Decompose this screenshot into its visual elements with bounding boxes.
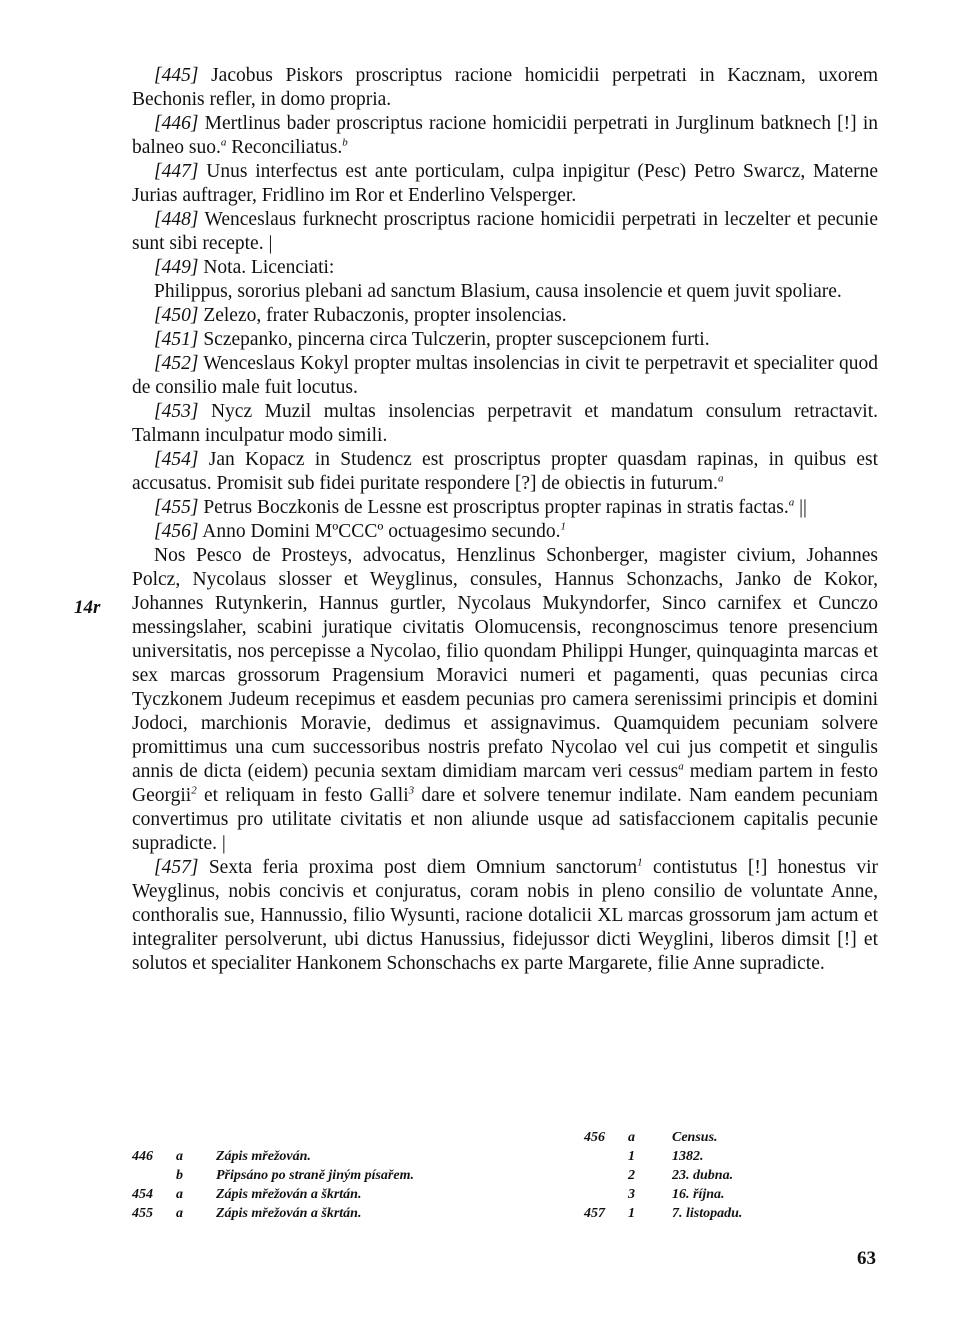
entry-447 [132, 160, 878, 208]
entry-number: [446] [154, 113, 199, 134]
footnote-letter: 1 [628, 1149, 635, 1164]
footnote-marker: a [717, 472, 724, 485]
entry-number: [447] [154, 161, 199, 182]
entry-text: Nycz Muzil multas insolencias perpetravit et mandatum consulum retractavit. Talmann inculpatur modo simili. [132, 401, 878, 446]
entry-text: et reliquam in festo Galli [196, 785, 409, 806]
footnote-entry: 454 [132, 1187, 153, 1202]
footnote-text: Zápis mřežován. [216, 1149, 311, 1164]
entry-number: [449] [154, 257, 199, 278]
entry-number: [448] [154, 209, 199, 230]
entry-text: Nos Pesco de Prosteys, advocatus, Henzlinus Schonberger, magister civium, Johannes Polcz, Nycolaus slosser et Weyglinus, consules, Hannus Schonzachs, Janko de Kokor, Johannes Rutynkerin, Hannus gurtler, Nycolaus Mukyndorfer, Sinco carnifex et Cunczo messingslaher, scabini juratique civitatis Olomucensis, recongnoscimus tenore presencium universitatis, nos percepisse a Nycolao, filio quondam Philippi Hunger, quinquaginta marcas et sex marcas grossorum Pragensium Moravici numeri et pagamenti, quas pecunias circa Tyczkonem Judeum recepimus et easdem pecunias pro camera serenissimi principis et domini Jodoci, marchionis Moravie, dedimus et assignavimus. Quamquidem pecuniam solvere promittimus una cum successoribus nostris prefato Nycolao vel cui jus competit et singulis annis de dicta (eidem) pecunia sextam dimidiam marcam veri cessus [132, 545, 878, 782]
main-text [132, 64, 878, 976]
footnote-entry: 455 [132, 1206, 153, 1221]
footnote-entry: 456 [584, 1130, 605, 1145]
entry-445 [132, 64, 878, 112]
footnotes [132, 1128, 878, 1223]
footnote-row [132, 1166, 878, 1185]
entry-455 [132, 496, 878, 520]
footnote-row [132, 1128, 878, 1147]
entry-446 [132, 112, 878, 160]
footnote-row [132, 1147, 878, 1166]
entry-450 [132, 304, 878, 328]
footnote-marker: a [788, 496, 795, 509]
entry-text: Sexta feria proxima post diem Omnium sanctorum [208, 857, 638, 878]
entry-text: Mertlinus bader proscriptus racione homicidii perpetrati in Jurglinum batknech [!] in balneo suo. [132, 113, 879, 158]
entry-text: Anno Domini MºCCCº octuagesimo secundo. [202, 521, 561, 542]
entry-454 [132, 448, 878, 496]
footnote-letter: a [176, 1206, 183, 1221]
entry-text: Sczepanko, pincerna circa Tulczerin, propter suscepcionem furti. [203, 329, 710, 350]
footnote-marker: 1 [560, 520, 566, 533]
entry-453 [132, 400, 878, 448]
entry-text: Jan Kopacz in Studencz est proscriptus propter quasdam rapinas, in quibus est accusatus. Promisit sub fidei puritate respondere [?] de obiectis in futurum. [132, 449, 879, 494]
footnote-text: 1382. [672, 1149, 704, 1164]
footnote-letter: a [176, 1149, 183, 1164]
entry-text: Nota. Licenciati: [203, 257, 335, 278]
entry-457 [132, 856, 878, 976]
entry-text: mediam partem in festo Georgii [132, 761, 878, 806]
footnote-letter: a [176, 1187, 183, 1202]
entry-number: [452] [154, 353, 199, 374]
entry-text: Petrus Boczkonis de Lessne est proscriptus propter rapinas in stratis factas. [203, 497, 789, 518]
entry-text: || [794, 497, 807, 518]
entry-449-body [132, 280, 878, 304]
footnote-letter: a [628, 1130, 635, 1145]
footnote-text: Zápis mřežován a škrtán. [216, 1206, 362, 1221]
page-number: 63 [857, 1248, 876, 1269]
entry-number: [456] [154, 521, 199, 542]
folio-margin-note: 14r [74, 597, 101, 618]
entry-number: [451] [154, 329, 199, 350]
footnote-entry: 446 [132, 1149, 153, 1164]
entry-452 [132, 352, 878, 400]
entry-text: Zelezo, frater Rubaczonis, propter insolencias. [203, 305, 567, 326]
entry-number: [457] [154, 857, 199, 878]
footnote-text: Zápis mřežován a škrtán. [216, 1187, 362, 1202]
footnote-marker: a [678, 760, 684, 773]
footnote-entry: 457 [584, 1206, 605, 1221]
footnote-letter: 3 [628, 1187, 635, 1202]
entry-text: Reconciliatus. [226, 137, 343, 158]
footnote-marker: 2 [191, 784, 197, 797]
entry-448 [132, 208, 878, 256]
footnote-text: Připsáno po straně jiným písařem. [216, 1168, 414, 1183]
entry-number: [453] [154, 401, 199, 422]
entry-number: [455] [154, 497, 199, 518]
footnote-marker: 3 [408, 784, 415, 797]
entry-449 [132, 256, 878, 280]
entry-number: [445] [154, 65, 199, 86]
footnote-marker: b [342, 136, 348, 149]
entry-text: Wenceslaus Kokyl propter multas insolencias in civit te perpetravit et specialiter quod de consilio male fuit locutus. [132, 353, 878, 398]
entry-text: dare et solvere tenemur indilate. Nam eandem pecuniam convertimus pro utilitate civitatis et non aliunde usque ad satisfaccionem capitalis pecunie supradicte. | [132, 785, 878, 854]
footnote-letter: 1 [628, 1206, 635, 1221]
footnote-letter: 2 [628, 1168, 635, 1183]
entry-451 [132, 328, 878, 352]
entry-456 [132, 520, 878, 544]
entry-456-body [132, 544, 878, 856]
entry-text: Philippus, sororius plebani ad sanctum Blasium, causa insolencie et quem juvit spoliare. [154, 281, 842, 302]
footnote-text: 16. října. [672, 1187, 725, 1202]
entry-text: contistutus [!] honestus vir Weyglinus, nobis concivis et conjuratus, coram nobis in pleno consilio de voluntate Anne, conthoralis sue, Hannussio, filio Wysunti, racione dotalicii XL marcas grossorum jam actum et integraliter persolverunt, ubi dictus Hanussius, fidejussor dicti Weyglini, liberos dimsit [!] et solutos et specialiter Hankonem Schonschachs ex parte Margarete, filie Anne supradicte. [132, 857, 878, 974]
footnote-letter: b [176, 1168, 183, 1183]
entry-text: Wenceslaus furknecht proscriptus racione homicidii perpetrati in leczelter et pecunie sunt sibi recepte. | [132, 209, 878, 254]
entry-text: Jacobus Piskors proscriptus racione homicidii perpetrati in Kacznam, uxorem Bechonis refler, in domo propria. [132, 65, 879, 110]
footnote-marker: a [220, 136, 227, 149]
entry-text: Unus interfectus est ante porticulam, culpa inpigitur (Pesc) Petro Swarcz, Materne Jurias auftrager, Fridlino im Ror et Enderlino Velsperger. [132, 161, 878, 206]
entry-number: [454] [154, 449, 199, 470]
footnote-row [132, 1204, 878, 1223]
footnote-text: 7. listopadu. [672, 1206, 743, 1221]
footnote-text: Census. [672, 1130, 718, 1145]
footnote-row [132, 1185, 878, 1204]
entry-number: [450] [154, 305, 199, 326]
footnote-text: 23. dubna. [672, 1168, 734, 1183]
footnote-marker: 1 [637, 856, 643, 869]
